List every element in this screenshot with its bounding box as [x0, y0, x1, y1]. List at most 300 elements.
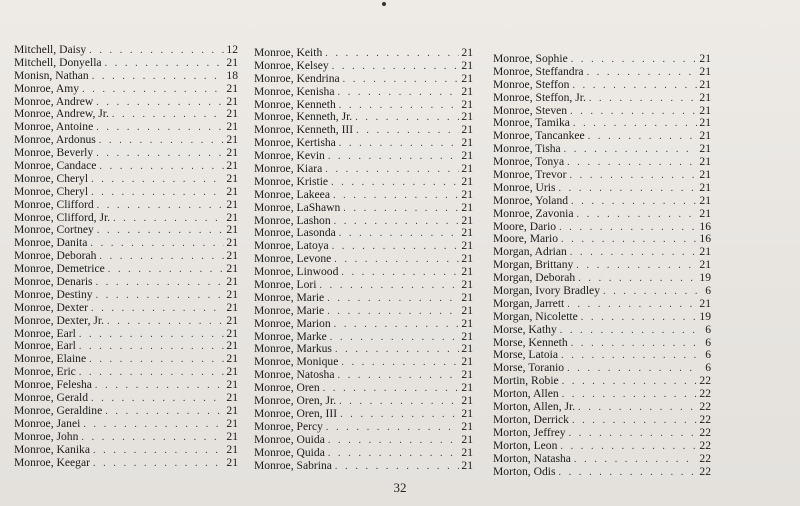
index-entry [254, 369, 473, 382]
index-entry [14, 315, 238, 328]
index-entry [493, 324, 711, 337]
entry-name: Monroe, Linwood [254, 266, 339, 279]
index-entry [254, 111, 473, 124]
entry-name: Monroe, Marke [254, 330, 327, 343]
dot-leader [112, 109, 224, 121]
dot-leader [567, 157, 697, 169]
entry-page: 22 [699, 465, 711, 478]
entry-name: Monroe, Earl [14, 327, 76, 340]
entry-name: Morgan, Jarrett [493, 297, 565, 310]
entry-name: Monroe, Felesha [14, 379, 92, 392]
index-entry [14, 160, 238, 173]
entry-name: Monroe, Earl [14, 340, 76, 353]
dot-leader [340, 409, 459, 421]
dot-leader [326, 422, 459, 434]
index-entry [493, 440, 711, 453]
entry-page: 21 [461, 382, 473, 395]
entry-page: 22 [699, 388, 711, 401]
entry-page: 6 [705, 349, 711, 362]
dot-leader [92, 71, 224, 83]
index-entry [14, 70, 238, 83]
entry-name: Monroe, Marion [254, 317, 331, 330]
entry-page: 21 [226, 314, 238, 327]
index-entry [493, 53, 711, 66]
entry-page: 21 [699, 181, 711, 194]
entry-name: Mortin, Robie [493, 375, 559, 388]
entry-page: 21 [226, 185, 238, 198]
entry-page: 21 [226, 121, 238, 134]
dot-leader [572, 80, 697, 92]
entry-name: Monroe, Kertisha [254, 137, 336, 150]
entry-page: 21 [699, 130, 711, 143]
index-entry [254, 73, 473, 86]
entry-page: 21 [226, 250, 238, 263]
index-column-3 [493, 53, 711, 478]
index-entry [254, 305, 473, 318]
entry-name: Monroe, Cheryl [14, 185, 89, 198]
index-entry [14, 250, 238, 263]
entry-page: 21 [461, 47, 473, 59]
index-entry [493, 362, 711, 375]
index-entry [254, 189, 473, 202]
entry-name: Monroe, Uris [493, 181, 556, 194]
index-entry [254, 176, 473, 189]
entry-page: 21 [461, 343, 473, 356]
index-entry [254, 150, 473, 163]
index-entry [254, 434, 473, 447]
dot-leader [328, 151, 459, 163]
entry-page: 21 [699, 259, 711, 272]
entry-page: 21 [461, 188, 473, 201]
entry-page: 21 [461, 304, 473, 317]
entry-page: 21 [699, 65, 711, 78]
dot-leader [569, 170, 697, 182]
index-entry [14, 173, 238, 186]
index-entry [254, 343, 473, 356]
print-mark [382, 2, 386, 6]
index-entry [493, 375, 711, 388]
dot-leader [561, 350, 697, 362]
dot-leader [81, 432, 224, 444]
dot-leader [95, 380, 224, 392]
index-entry [493, 259, 711, 272]
dot-leader [560, 325, 697, 337]
entry-page: 21 [226, 301, 238, 314]
dot-leader [90, 238, 224, 250]
entry-name: Monroe, Eric [14, 366, 76, 379]
entry-page: 22 [699, 401, 711, 414]
entry-name: Monroe, Sophie [493, 53, 568, 65]
dot-leader [319, 280, 459, 292]
index-entry [254, 266, 473, 279]
dot-leader [570, 247, 697, 259]
dot-leader [331, 177, 459, 189]
dot-leader [82, 84, 224, 96]
dot-leader [323, 383, 459, 395]
dot-leader [573, 118, 697, 130]
entry-page: 21 [699, 169, 711, 182]
dot-leader [587, 67, 697, 79]
dot-leader [79, 341, 224, 353]
index-entry [493, 388, 711, 401]
index-entry [493, 233, 711, 246]
index-entry [254, 60, 473, 73]
entry-name: Monroe, Amy [14, 82, 80, 95]
index-entry [14, 263, 238, 276]
index-entry [254, 86, 473, 99]
index-entry [14, 379, 238, 392]
entry-name: Morton, Jeffrey [493, 426, 566, 439]
dot-leader [96, 97, 224, 109]
dot-leader [578, 402, 697, 414]
entry-page: 6 [705, 323, 711, 336]
index-entry [14, 44, 238, 57]
entry-page: 21 [461, 214, 473, 227]
entry-name: Monroe, Oren, Jr. [254, 395, 337, 408]
dot-leader [96, 122, 224, 134]
index-entry [493, 92, 711, 105]
entry-page: 21 [226, 327, 238, 340]
dot-leader [325, 164, 459, 176]
entry-page: 22 [699, 413, 711, 426]
dot-leader [571, 54, 697, 66]
index-entry [493, 208, 711, 221]
index-entry [14, 444, 238, 457]
entry-name: Morton, Leon [493, 439, 558, 452]
entry-name: Morgan, Ivory Bradley [493, 285, 601, 298]
dot-leader [570, 106, 697, 118]
entry-name: Morse, Kenneth [493, 336, 568, 349]
dot-leader [571, 338, 697, 350]
entry-name: Monroe, Elaine [14, 353, 87, 366]
index-entry [14, 366, 238, 379]
entry-name: Monroe, Oren, III [254, 407, 338, 420]
dot-leader [334, 254, 459, 266]
index-entry [493, 466, 711, 479]
dot-leader [571, 196, 697, 208]
entry-name: Monroe, Percy [254, 420, 323, 433]
entry-name: Monroe, Steffandra [493, 65, 584, 78]
entry-name: Monroe, Candace [14, 160, 97, 173]
entry-name: Moore, Mario [493, 233, 559, 246]
dot-leader [341, 357, 459, 369]
entry-page: 21 [461, 446, 473, 459]
index-entry [14, 108, 238, 121]
entry-name: Monroe, Steven [493, 104, 568, 117]
dot-leader [105, 58, 224, 70]
entry-page: 21 [699, 194, 711, 207]
index-entry [14, 224, 238, 237]
entry-name: Morgan, Adrian [493, 246, 567, 259]
index-entry [14, 431, 238, 444]
index-entry [14, 134, 238, 147]
index-entry [14, 276, 238, 289]
entry-page: 21 [461, 330, 473, 343]
entry-name: Monroe, Geraldine [14, 404, 103, 417]
entry-page: 16 [699, 220, 711, 233]
dot-leader [93, 445, 224, 457]
entry-page: 21 [461, 59, 473, 72]
dot-leader [105, 406, 224, 418]
entry-page: 21 [699, 207, 711, 220]
entry-page: 21 [461, 395, 473, 408]
dot-leader [576, 260, 697, 272]
entry-name: Monroe, Danita [14, 237, 88, 250]
index-entry [493, 117, 711, 130]
index-entry [254, 408, 473, 421]
index-entry [254, 356, 473, 369]
entry-name: Morton, Odis [493, 465, 556, 478]
entry-page: 21 [226, 340, 238, 353]
entry-name: Morse, Toranio [493, 362, 565, 375]
dot-leader [343, 74, 459, 86]
dot-leader [603, 286, 697, 298]
dot-leader [79, 329, 224, 341]
entry-name: Monroe, Kelsey [254, 59, 329, 72]
entry-name: Monroe, Deborah [14, 250, 97, 263]
index-entry [493, 272, 711, 285]
dot-leader [560, 441, 697, 453]
dot-leader [574, 454, 697, 466]
entry-page: 21 [461, 433, 473, 446]
entry-page: 21 [226, 160, 238, 173]
index-entry [254, 227, 473, 240]
entry-name: Monroe, Kenneth, III [254, 124, 354, 137]
dot-leader [332, 241, 459, 253]
entry-page: 21 [226, 172, 238, 185]
entry-name: Monroe, Tisha [493, 143, 561, 156]
dot-leader [562, 389, 697, 401]
entry-page: 21 [226, 443, 238, 456]
entry-name: Monroe, Tonya [493, 156, 565, 169]
index-entry [14, 457, 238, 470]
index-entry [493, 66, 711, 79]
entry-name: Moore, Dario [493, 220, 557, 233]
entry-name: Monroe, Lasonda [254, 227, 336, 240]
entry-name: Monroe, Ouida [254, 433, 325, 446]
index-entry [14, 121, 238, 134]
dot-leader [341, 267, 459, 279]
entry-page: 21 [461, 72, 473, 85]
entry-page: 21 [699, 53, 711, 65]
entry-page: 22 [699, 452, 711, 465]
entry-name: Monroe, Kenneth, Jr. [254, 111, 353, 124]
entry-page: 21 [699, 297, 711, 310]
entry-name: Morgan, Deborah [493, 272, 576, 285]
entry-page: 12 [226, 44, 238, 56]
entry-page: 6 [705, 336, 711, 349]
index-entry [254, 202, 473, 215]
dot-leader [589, 93, 697, 105]
dot-leader [97, 225, 224, 237]
index-entry [14, 353, 238, 366]
dot-leader [567, 363, 697, 375]
entry-name: Morse, Latoia [493, 349, 559, 362]
entry-name: Monroe, Antoine [14, 121, 94, 134]
entry-name: Mitchell, Donyella [14, 56, 102, 69]
entry-name: Monisn, Nathan [14, 69, 89, 82]
dot-leader [588, 131, 697, 143]
dot-leader [334, 216, 459, 228]
entry-page: 21 [226, 392, 238, 405]
entry-name: Monroe, Cheryl [14, 172, 89, 185]
entry-page: 21 [226, 237, 238, 250]
entry-page: 21 [226, 430, 238, 443]
entry-page: 21 [226, 263, 238, 276]
index-entry [14, 147, 238, 160]
dot-leader [99, 251, 224, 263]
dot-leader [330, 332, 459, 344]
dot-leader [93, 458, 224, 470]
dot-leader [99, 135, 224, 147]
entry-name: Monroe, Destiny [14, 288, 93, 301]
entry-page: 21 [699, 104, 711, 117]
entry-page: 21 [461, 369, 473, 382]
dot-leader [564, 144, 697, 156]
dot-leader [343, 203, 459, 215]
index-entry [14, 199, 238, 212]
entry-page: 22 [699, 439, 711, 452]
dot-leader [91, 393, 224, 405]
entry-name: Monroe, Steffon [493, 78, 570, 91]
dot-leader [572, 415, 697, 427]
dot-leader [355, 112, 459, 124]
entry-name: Monroe, Kenisha [254, 85, 335, 98]
entry-page: 21 [461, 459, 473, 472]
dot-leader [113, 213, 224, 225]
entry-page: 21 [226, 198, 238, 211]
dot-leader [578, 273, 697, 285]
dot-leader [328, 448, 459, 460]
dot-leader [338, 370, 460, 382]
dot-leader [108, 264, 224, 276]
entry-name: Monroe, Kanika [14, 443, 90, 456]
index-column-1 [14, 44, 238, 469]
entry-page: 21 [226, 456, 238, 469]
dot-leader [561, 234, 697, 246]
entry-name: Monroe, Kevin [254, 150, 325, 163]
entry-page: 21 [461, 111, 473, 124]
entry-name: Monroe, Monique [254, 356, 339, 369]
index-entry [14, 392, 238, 405]
entry-page: 21 [461, 240, 473, 253]
entry-name: Monroe, Trevor [493, 169, 567, 182]
entry-page: 21 [226, 134, 238, 147]
index-entry [254, 382, 473, 395]
index-entry [493, 427, 711, 440]
entry-name: Monroe, Kendrina [254, 72, 340, 85]
dot-leader [327, 306, 459, 318]
entry-page: 21 [461, 201, 473, 214]
entry-name: Monroe, Beverly [14, 147, 94, 160]
entry-page: 21 [461, 85, 473, 98]
index-entry [493, 105, 711, 118]
entry-name: Monroe, Lashon [254, 214, 331, 227]
entry-page: 21 [226, 366, 238, 379]
dot-leader [356, 125, 459, 137]
dot-leader [327, 293, 459, 305]
entry-page: 21 [226, 288, 238, 301]
entry-name: Monroe, Keegar [14, 456, 90, 469]
dot-leader [335, 344, 459, 356]
index-entry [493, 311, 711, 324]
index-entry [493, 130, 711, 143]
entry-name: Monroe, Sabrina [254, 459, 332, 472]
dot-leader [567, 299, 697, 311]
index-entry [493, 79, 711, 92]
entry-name: Monroe, Tancankee [493, 130, 585, 143]
index-entry [254, 124, 473, 137]
entry-name: Monroe, Zavonia [493, 207, 574, 220]
dot-leader [581, 312, 697, 324]
entry-page: 21 [461, 227, 473, 240]
dot-leader [333, 190, 459, 202]
entry-name: Monroe, Natosha [254, 369, 335, 382]
dot-leader [325, 48, 459, 60]
index-entry [14, 340, 238, 353]
entry-page: 21 [461, 266, 473, 279]
entry-name: Monroe, Dexter, Jr. [14, 314, 105, 327]
entry-page: 6 [705, 362, 711, 375]
entry-page: 21 [699, 156, 711, 169]
entry-page: 21 [226, 353, 238, 366]
entry-page: 21 [226, 379, 238, 392]
dot-leader [577, 209, 698, 221]
entry-page: 21 [226, 417, 238, 430]
index-entry [254, 279, 473, 292]
entry-name: Morse, Kathy [493, 323, 557, 336]
entry-name: Monroe, Kiara [254, 163, 323, 176]
entry-name: Morgan, Nicolette [493, 310, 578, 323]
entry-name: Monroe, Levone [254, 253, 332, 266]
dot-leader [332, 61, 459, 73]
entry-page: 21 [461, 175, 473, 188]
entry-page: 21 [461, 291, 473, 304]
entry-name: Monroe, Yoland [493, 194, 569, 207]
entry-page: 21 [226, 95, 238, 108]
index-entry [493, 195, 711, 208]
entry-page: 6 [705, 285, 711, 298]
entry-page: 21 [461, 150, 473, 163]
entry-page: 21 [461, 163, 473, 176]
dot-leader [96, 148, 224, 160]
index-entry [254, 163, 473, 176]
entry-page: 21 [461, 420, 473, 433]
entry-name: Monroe, Clifford, Jr. [14, 211, 111, 224]
entry-name: Monroe, Kenneth [254, 98, 336, 111]
entry-name: Monroe, Oren [254, 382, 320, 395]
index-entry [254, 460, 473, 473]
entry-name: Mitchell, Daisy [14, 44, 87, 56]
entry-name: Monroe, Tamika [493, 117, 570, 130]
dot-leader [89, 45, 224, 57]
entry-name: Morton, Allen [493, 388, 559, 401]
entry-page: 19 [699, 310, 711, 323]
index-entry [493, 414, 711, 427]
index-entry [254, 318, 473, 331]
entry-page: 21 [226, 404, 238, 417]
dot-leader [339, 138, 459, 150]
entry-name: Monroe, LaShawn [254, 201, 341, 214]
index-entry [254, 137, 473, 150]
index-entry [14, 328, 238, 341]
index-entry [493, 246, 711, 259]
entry-name: Monroe, Keith [254, 47, 323, 59]
dot-leader [328, 435, 459, 447]
index-entry [254, 99, 473, 112]
index-entry [254, 421, 473, 434]
dot-leader [91, 187, 224, 199]
